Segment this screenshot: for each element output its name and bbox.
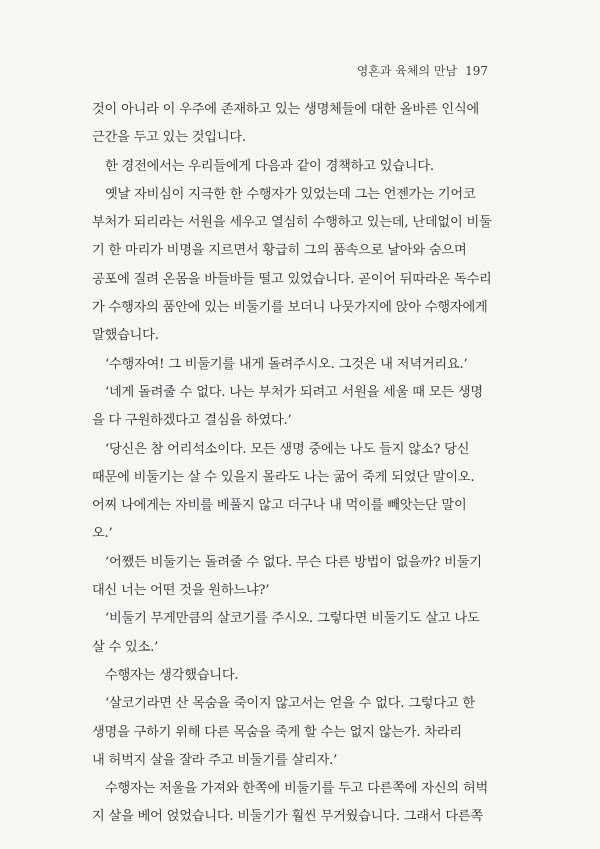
text-line: 때문에 비둘기는 살 수 있을지 몰라도 나는 굶어 죽게 되었단 말이오. (92, 469, 475, 485)
text-line: ‘당신은 참 어리석소이다. 모든 생명 중에는 나도 들지 않소? 당신 (105, 441, 470, 457)
text-line: 대신 너는 어떤 것을 원하느냐?’ (92, 583, 270, 599)
text-line: 한 경전에서는 우리들에게 다음과 같이 경책하고 있습니다. (105, 158, 434, 174)
running-title: 영혼과 육체의 만남 (356, 64, 458, 78)
text-line: 수행자는 생각했습니다. (105, 667, 239, 683)
text-line: 살 수 있소.’ (92, 639, 159, 655)
text-line: 수행자는 저울을 가져와 한쪽에 비둘기를 두고 다른쪽에 자신의 허벅 (105, 781, 489, 797)
text-line: ‘수행자여! 그 비둘기를 내게 돌려주시오. 그것은 내 저녁거리요.’ (105, 356, 468, 372)
text-line: 근간을 두고 있는 것입니다. (92, 130, 246, 146)
text-line: 오.’ (92, 526, 113, 542)
text-line: 지 살을 베어 얹었습니다. 비둘기가 훨씬 무거웠습니다. 그래서 다른쪽 (92, 809, 484, 825)
text-line: 내 허벅지 살을 잘라 주고 비둘기를 살리자.’ (92, 752, 338, 768)
text-line: ‘어쨌든 비둘기는 돌려줄 수 없다. 무슨 다른 방법이 없을까? 비둘기 (105, 554, 482, 570)
body-text (92, 96, 512, 832)
text-line: 옛날 자비심이 지극한 한 수행자가 있었는데 그는 언젠가는 기어코 (105, 186, 476, 202)
text-line: 것이 아니라 이 우주에 존재하고 있는 생명체들에 대한 올바른 인식에 (92, 102, 480, 117)
text-line: ‘비둘기 무게만큼의 살코기를 주시오. 그렇다면 비둘기도 살고 나도 (105, 611, 480, 627)
text-line: 기 한 마리가 비명을 지르면서 황급히 그의 품속으로 날아와 숨으며 (92, 243, 467, 259)
text-line: 가 수행자의 품안에 있는 비둘기를 보더니 나뭇가지에 앉아 수행자에게 (92, 300, 488, 316)
text-line: ‘네게 돌려줄 수 없다. 나는 부처가 되려고 서원을 세울 때 모든 생명 (105, 384, 483, 400)
text-line: 어찌 나에게는 자비를 베풀지 않고 더구나 내 먹이를 빼앗는단 말이 (92, 498, 467, 514)
text-line: 공포에 질려 온몸을 바들바들 떨고 있었습니다. 곧이어 뒤따라온 독수리 (92, 271, 492, 287)
text-line: ‘살코기라면 산 목숨을 죽이지 않고서는 얻을 수 없다. 그렇다고 한 (105, 696, 475, 712)
text-line: 을 다 구원하겠다고 결심을 하였다.’ (92, 413, 292, 429)
text-line: 부처가 되리라는 서원을 세우고 열심히 수행하고 있는데, 난데없이 비둘 (92, 215, 492, 231)
text-line: 생명을 구하기 위해 다른 목숨을 죽게 할 수는 없지 않는가. 차라리 (92, 724, 462, 740)
text-line: 말했습니다. (92, 328, 159, 344)
page-number: 197 (465, 64, 488, 78)
running-head (357, 62, 488, 79)
